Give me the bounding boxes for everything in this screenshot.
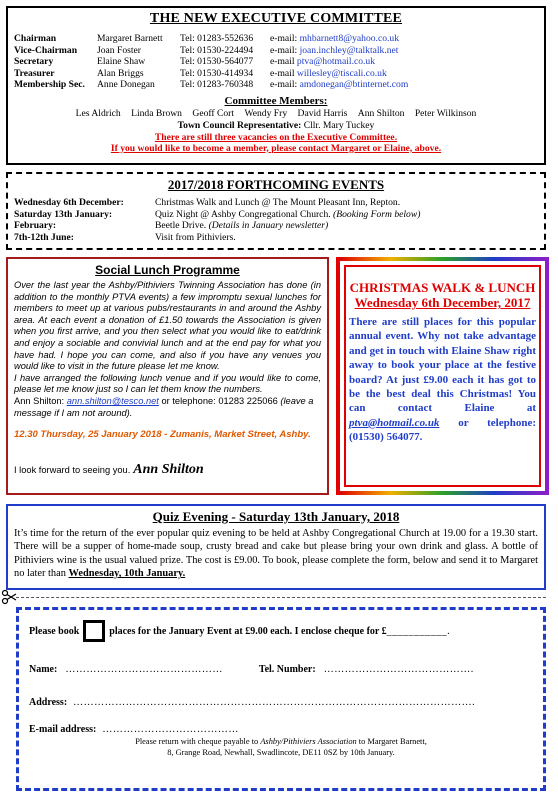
officer-tel: Tel: 01530-564077 — [180, 56, 254, 67]
officer-role: Membership Sec. — [14, 79, 85, 90]
lunch-title: Social Lunch Programme — [95, 263, 240, 277]
vacancies-notice: There are still three vacancies on the Executive Committee. — [154, 131, 398, 143]
email-label: E-mail address: — [29, 724, 97, 735]
lunch-intro: Over the last year the Ashby/Pithiviers Twinning Association has done (in addition to the monthly PTVA events) a few impromptu sexual lunches for members to meet up at various pubs/restaurants in and around the Ashby area. At each event a donation of £1.50 towards the Association is given when you first arrive, and you then select what you would like to eat/drink and enjoy a sociable and convivial lunch and at the end pay for what you have had. I hope you can come, and also if you have any venues you would like to visit in the future please let me know. — [14, 280, 321, 372]
event-text: Christmas Walk and Lunch @ The Mount Pleasant Inn, Repton. — [155, 197, 401, 208]
quiz-body-text: It’s time for the return of the ever popular quiz evening to be held at Ashby Congregational Church at 19.00 for a 19.30 start. There will be a supper of home-made soup, crusty bread and cake but please bring your own drink and glass. A bottle of Pithiviers wine is the usual valued prize. The cost is £9.00. To book, please complete the form, below and send it to Margaret no later than — [14, 528, 538, 580]
event-text: Visit from Pithiviers. — [155, 231, 236, 243]
booking-form — [16, 607, 546, 791]
membership-contact-notice: If you would like to become a member, please contact Margaret or Elaine, above. — [110, 142, 442, 154]
event-note: (Booking Form below) — [333, 208, 421, 220]
officer-row — [14, 45, 538, 57]
officer-email-link[interactable]: mhbarnett8@yahoo.co.uk — [299, 33, 399, 44]
member-name: Les Aldrich — [75, 107, 121, 119]
officer-row — [14, 68, 538, 80]
member-name: Peter Wilkinson — [414, 107, 477, 119]
event-date: 7th-12th June: — [14, 231, 74, 243]
lunch-contact-email[interactable]: ann.shilton@tesco.net — [66, 395, 159, 406]
footer-suffix: to Margaret Barnett, — [358, 737, 427, 746]
footer-prefix: Please return with cheque payable to — [135, 737, 259, 746]
christmas-phone: or telephone: (01530) 564077. — [349, 416, 536, 444]
officer-name: Alan Briggs — [97, 67, 144, 79]
officer-row — [14, 33, 538, 45]
committee-members-list — [14, 108, 538, 119]
officer-tel: Tel: 01530-414934 — [180, 67, 254, 79]
officer-name: Anne Donegan — [97, 79, 155, 90]
officer-name: Margaret Barnett — [97, 33, 163, 44]
lunch-contact-suffix: (leave a message if I am not around). — [14, 395, 314, 418]
address-field[interactable]: ……………………………………………………………………………………………………. — [73, 697, 476, 708]
events-title: 2017/2018 FORTHCOMING EVENTS — [167, 177, 385, 192]
officer-tel: Tel: 01283-552636 — [180, 33, 254, 44]
christmas-inner-frame — [344, 265, 541, 487]
name-label: Name: — [29, 664, 58, 675]
event-date: February: — [14, 220, 57, 231]
officer-email-label: e-mail: — [270, 33, 298, 44]
member-name: Geoff Cort — [192, 107, 235, 119]
officer-email-label: e-mail: — [270, 44, 298, 56]
lunch-signoff-text: I look forward to seeing you. — [14, 465, 131, 476]
committee-members-heading: Committee Members: — [224, 94, 328, 107]
officer-email-link[interactable]: amdonegan@btinternet.com — [299, 79, 409, 90]
officer-tel: Tel: 01530-224494 — [180, 44, 254, 56]
quiz-deadline: Wednesday, 10th January. — [68, 568, 186, 580]
officer-name: Joan Foster — [97, 44, 141, 56]
member-name: David Harris — [297, 107, 348, 119]
booking-places-row — [29, 620, 533, 642]
officer-role: Treasurer — [14, 67, 55, 79]
form-footer — [29, 737, 533, 748]
member-name: Wendy Fry — [244, 107, 288, 119]
officer-name: Elaine Shaw — [97, 56, 146, 67]
quiz-evening-box — [6, 504, 546, 590]
tel-label: Tel. Number: — [258, 664, 316, 675]
executive-committee-box — [6, 6, 546, 165]
officer-role: Chairman — [14, 33, 57, 44]
forthcoming-events-box — [6, 172, 546, 250]
event-note: (Details in January newsletter) — [208, 220, 329, 231]
quiz-title: Quiz Evening - Saturday 13th January, 2018 — [152, 509, 400, 524]
officer-email-label: e-mail: — [270, 79, 298, 90]
lunch-contact — [14, 396, 321, 419]
email-field[interactable]: ………………………………… — [102, 724, 239, 735]
address-label: Address: — [29, 697, 68, 708]
book-prefix: Please book — [29, 625, 80, 637]
town-label: Town Council Representative: — [177, 119, 302, 131]
lunch-signoff — [14, 462, 321, 478]
member-name: Linda Brown — [131, 107, 182, 119]
social-lunch-box — [6, 257, 329, 495]
event-text: Quiz Night @ Ashby Congregational Church. — [155, 208, 331, 220]
cut-line — [16, 597, 546, 598]
form-footer-address: 8, Grange Road, Newhall, Swadlincote, DE11 0SZ by 10th January. — [167, 747, 395, 757]
christmas-body-text: There are still places for this popular annual event. Why not take advantage and get in touch with Elaine Shaw right away to book your place at the festive board? At just £9.00 each it has got to be the best deal this Christmas! You can contact Elaine at — [349, 316, 536, 415]
email-row — [29, 724, 533, 735]
event-row — [14, 232, 538, 244]
address-row — [29, 697, 533, 708]
footer-payee: Ashby/Pithiviers Association — [260, 737, 357, 746]
town-rep-name: Cllr. Mary Tuckey — [303, 119, 375, 131]
quiz-body — [14, 527, 538, 581]
event-row — [14, 220, 538, 232]
officer-tel: Tel: 01283-760348 — [180, 79, 254, 90]
christmas-walk-box — [336, 257, 549, 495]
lunch-contact-prefix: Ann Shilton: — [14, 395, 65, 406]
lunch-arrangement: I have arranged the following lunch venue and if you would like to come, please let me know just so I can let them know the numbers. — [14, 372, 321, 395]
town-council-rep — [14, 120, 538, 131]
officer-role: Secretary — [14, 56, 54, 67]
event-date: Wednesday 6th December: — [14, 197, 124, 208]
christmas-email-link[interactable]: ptva@hotmail.co.uk — [349, 416, 440, 429]
cheque-amount-field[interactable]: ___________. — [386, 625, 451, 637]
officer-email-link[interactable]: joan.inchley@talktalk.net — [299, 44, 399, 56]
officer-email-link[interactable]: willesley@tiscali.co.uk — [296, 67, 387, 79]
officers-list — [14, 33, 538, 91]
book-suffix: places for the January Event at £9.00 each. I enclose cheque for £ — [109, 625, 387, 637]
officer-email-label: e-mail — [270, 56, 295, 67]
event-row — [14, 209, 538, 221]
officer-email-link[interactable]: ptva@hotmail.co.uk — [296, 56, 376, 67]
event-row — [14, 197, 538, 209]
tel-field[interactable]: ……………………………………. — [323, 664, 474, 675]
officer-row — [14, 56, 538, 68]
member-name: Ann Shilton — [357, 107, 405, 119]
places-entry-box[interactable] — [83, 620, 105, 642]
lunch-event: 12.30 Thursday, 25 January 2018 - Zumanis, Market Street, Ashby. — [14, 429, 311, 441]
christmas-title: CHRISTMAS WALK & LUNCH — [349, 280, 536, 295]
executive-title: THE NEW EXECUTIVE COMMITTEE — [149, 11, 403, 26]
name-tel-row — [29, 664, 533, 675]
officer-email-label: e-mail — [270, 67, 295, 79]
officer-role: Vice-Chairman — [14, 44, 78, 56]
officer-row — [14, 79, 538, 91]
scissors-icon — [1, 589, 17, 605]
lunch-signature: Ann Shilton — [133, 462, 204, 478]
event-date: Saturday 13th January: — [14, 208, 113, 220]
name-field[interactable]: ……………………………………… — [65, 664, 223, 675]
lunch-contact-phone: or telephone: 01283 225066 — [161, 395, 278, 406]
christmas-body — [349, 315, 536, 445]
event-text: Beetle Drive. — [155, 220, 207, 231]
christmas-date: Wednesday 6th December, 2017 — [354, 295, 531, 310]
